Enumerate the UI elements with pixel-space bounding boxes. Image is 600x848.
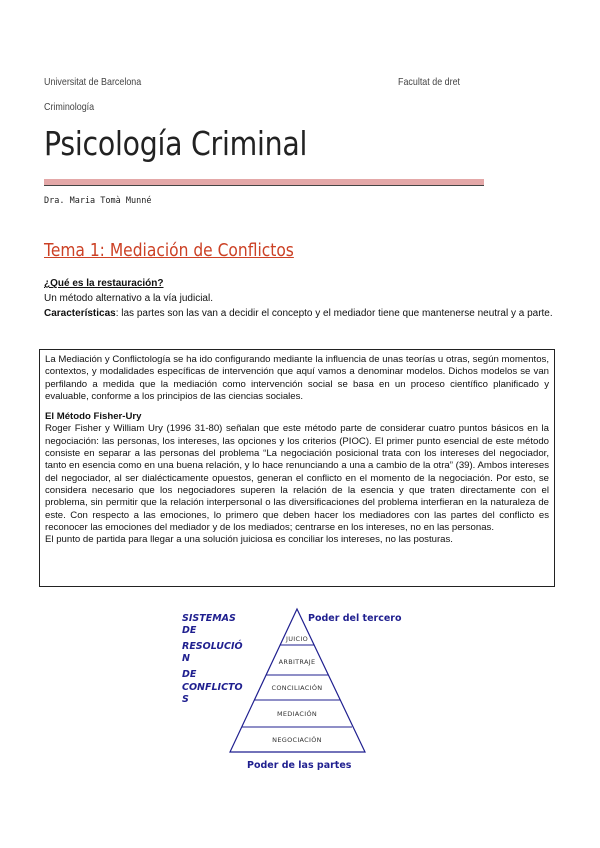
level-conciliacion: CONCILIACIÓN	[271, 684, 323, 692]
characteristics-label: Características	[44, 308, 116, 319]
box-body-paragraph: Roger Fisher y William Ury (1996 31-80) señalan que este método parte de considerar cuatro puntos básicos en la negociación: las personas, los intereses, las opciones y los criterios (PIOC). El primer punto esencial de este método consiste en separar a las personas del problema “La negociación posicional trata con los intereses del negociador, tanto en esencia como en una buena relación, y lo hace renunciando a una a cambio de la otra” (39). Ambos intereses del negociador, al ser dialécticamente opuestos, generan el conflicto en el momento de la negociación. Por esto, se considera necesario que los negociadores superen la relación de la esencia y que traten directamente con el problema, sin permitir que la relación interpersonal o las diversificaciones del problema interfieran en la naturaleza de este. Con respecto a las emociones, lo primero que deben hacer los mediadores con las partes del conflicto es reconocer las emociones del mediador y de los mediados; centrarse en los intereses, no en las personas.	[45, 423, 549, 533]
bottom-label: Poder de las partes	[247, 760, 352, 771]
faculty-name: Facultat de dret	[398, 76, 461, 88]
box-subtitle: El Método Fisher-Ury	[45, 411, 142, 423]
box-closing-paragraph: El punto de partida para llegar a una solución juiciosa es conciliar los intereses, no las posturas.	[45, 534, 453, 546]
side-line-3: RESOLUCIÓ	[182, 641, 243, 652]
side-line-7: S	[182, 694, 189, 705]
pyramid-outline	[230, 609, 365, 752]
author-line: Dra. Maria Tomà Munné	[44, 196, 152, 206]
section-heading: Tema 1: Mediación de Conflictos	[44, 240, 294, 261]
top-label: Poder del tercero	[308, 613, 402, 624]
level-negociacion: NEGOCIACIÓN	[272, 736, 322, 744]
level-juicio: JUICIO	[286, 635, 308, 643]
side-line-2: DE	[182, 625, 197, 636]
side-line-5: DE	[182, 669, 197, 680]
answer-line: Un método alternativo a la vía judicial.	[44, 293, 213, 304]
subject-name: Criminología	[44, 101, 95, 113]
university-name: Universitat de Barcelona	[44, 76, 142, 88]
question-line: ¿Qué es la restauración?	[44, 278, 164, 289]
box-intro-paragraph: La Mediación y Conflictología se ha ido configurando mediante la influencia de unas teorías u otras, según momentos, contextos, y modalidades específicas de intervención que aquí vamos a denominar modelos. Dichos modelos se van perfilando a medida que la mediación como intervención social se basa en un proceso científico planificado y evaluable, conforme a los principios de las ciencias sociales.	[45, 354, 549, 402]
level-arbitraje: ARBITRAJE	[278, 658, 316, 666]
side-line-4: N	[182, 653, 190, 664]
page-title: Psicología Criminal	[44, 124, 308, 163]
level-mediacion: MEDIACIÓN	[276, 710, 318, 718]
side-line-6: CONFLICTO	[182, 682, 243, 693]
side-line-1: SISTEMAS	[182, 613, 236, 624]
characteristics-text: : las partes son las van a decidir el concepto y el mediador tiene que mantenerse neutral y a parte.	[115, 308, 553, 319]
